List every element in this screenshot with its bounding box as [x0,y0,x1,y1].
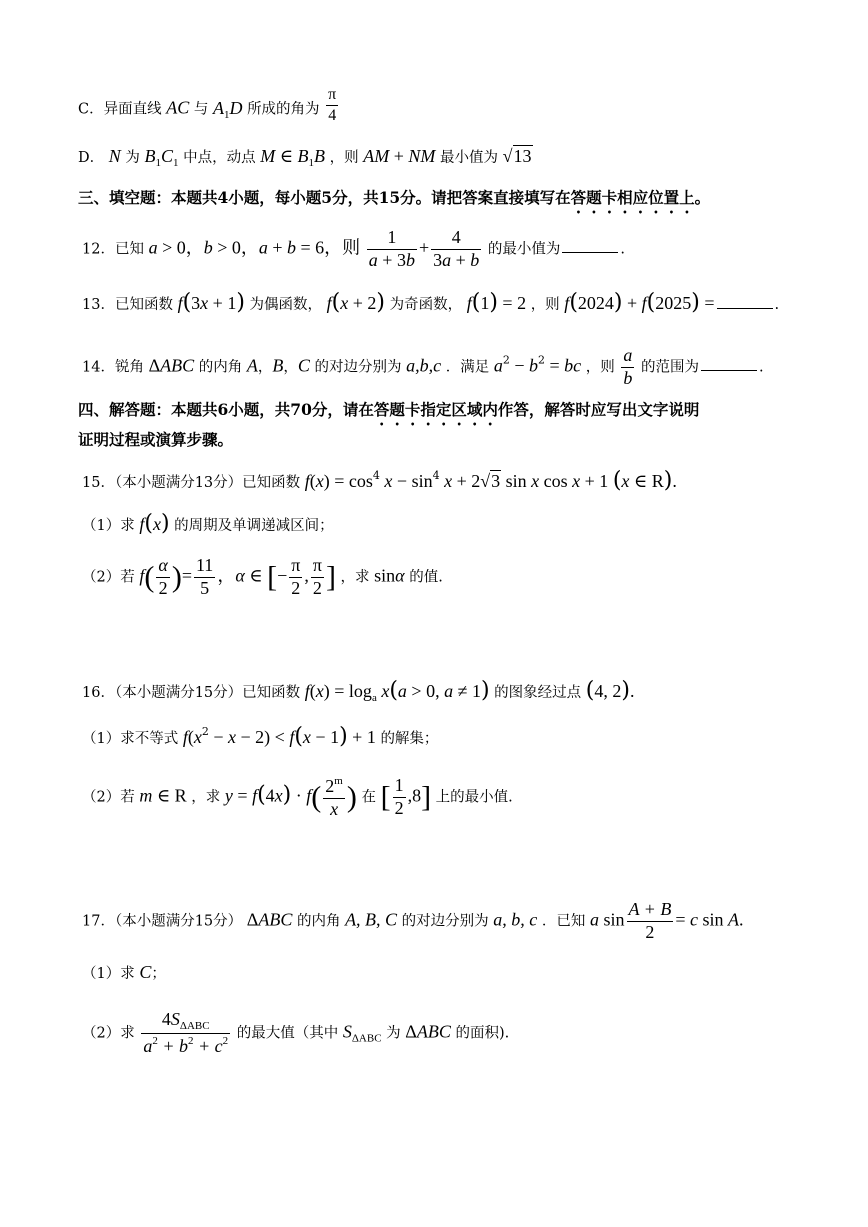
q14-text3: ．满足 [445,359,490,376]
q12-end: . [620,241,625,258]
q14-text5: 的范围为 [640,359,699,376]
section-4-end: 作答，解答时应写出文字说明 [497,400,700,419]
q14-text4: ，则 [585,359,615,376]
question-14: 14．锐角 ΔABC 的内角 A，B，C 的对边分别为 a,b,c ．满足 $a^2 - b^2$ = bc ，则 $\frac{a}{b}$ 的范围为 . [82,345,764,388]
question-16: 16．（本小题满分15分）已知函数 $f(x) = \log_a x(a > 0$, a ≠ 1) 的图象经过点 (4, 2). [82,678,635,704]
fraction-4-over-3ab: $\frac{4}{3a + b}$ [433,227,480,270]
section-4-heading [78,400,699,429]
q13-end: . [774,297,780,313]
q16-head: 16．（本小题满分15分）已知函数 [82,685,301,701]
fraction-2m-over-x: $\frac{2^m}{x}$ [325,775,343,819]
math-sqrt13: √13 [502,146,532,166]
fraction-a-over-b: $\frac{a}{b}$ [623,345,633,388]
option-d-label: D． [78,150,105,166]
q13-number: 13．已知函数 [82,297,173,313]
q17-text1: 的内角 [296,913,341,930]
option-c [78,86,340,124]
q17-p2-end: 的面积). [455,1025,510,1042]
option-c-end: 所成的角为 [247,101,320,118]
section-4-dotted: 答题卡指定区域内 [373,400,498,419]
q13-text2: 为奇函数， [389,297,463,313]
q15-head: 15．（本小题满分13分）已知函数 [82,475,301,491]
answer-blank-14[interactable] [701,358,757,371]
question-15: 15．（本小题满分13分）已知函数 $f(x) = \cos^4 x - \sin^4 x + 2√3$ sin x cos x + 1 (x ∈ R). [82,468,677,493]
math-m-in-b1b: M [260,146,276,166]
math-ac: AC [166,97,190,118]
math-am-nm: AM [363,146,390,166]
option-c-label: C．异面直线 [78,101,162,118]
section-3-end: 。 [694,188,711,207]
q16-part-2: （2）若 m ∈ R ，求 y = f(4x) · f( $\frac{2^m}{x}$ ) 在 [ $\frac{1}{2}$ ,8] 上的最小值. [82,775,513,819]
answer-blank-12[interactable] [562,240,618,253]
section-3-dotted: 答题卡相应位置上 [570,188,695,207]
q16-p1-tail: 的解集； [380,731,439,747]
q15-p2-end: 的值. [409,569,443,586]
fraction-pi-over-2: $\frac{\pi}{2}$ [312,555,322,598]
option-d: D． N 为 $B_1C_1$ 中点，动点 M ∈ $B_1B$ ，则 AM + NM 最小值为 √13 [78,146,532,169]
q14-end: . [758,359,764,376]
q15-p2-tail: ，求 [340,569,370,586]
fraction-area-ratio: $\frac{4S_{\Delta ABC}}{a^2 + b^2 + c^2}$ [143,1009,229,1057]
question-12: 12．已知 a > 0，b > 0，a + b = 6，则 $\frac{1}{a + 3b}$ + $\frac{4}{3a + b}$ 的最小值为 . [82,227,625,270]
option-d-text2: 中点，动点 [183,150,256,166]
q17-p2-mid: 为 [386,1025,401,1042]
q16-head-tail: 的图象经过点 [494,685,582,701]
option-d-text3: ，则 [329,150,359,166]
question-17: 17．（本小题满分15分） ΔABC 的内角 A, B, C 的对边分别为 a, b, c ．已知 a sin $\frac{A + B}{2}$ = c sin A. [82,899,744,942]
q17-text3: ．已知 [541,913,586,930]
q17-p2-label: （2）求 [82,1025,135,1042]
option-c-mid: 与 [193,101,209,118]
q15-p2-label: （2）若 [82,569,135,586]
option-d-text1: 为 [125,150,140,166]
fraction-1-over-2: $\frac{1}{2}$ [394,775,404,818]
fraction-11-over-5: $\frac{11}{5}$ [195,555,214,598]
math-b1c1: $B_1C_1$ [144,146,179,169]
q17-part-1: （1）求 C； [82,962,166,982]
math-a1d: $A_1D$ [212,97,243,121]
math-n: N [108,146,121,166]
q13-text3: ，则 [530,297,560,313]
q15-p1-tail: 的周期及单调递减区间； [174,518,334,534]
q17-text2: 的对边分别为 [401,913,489,930]
q16-p2-text1: ，求 [191,789,221,806]
section-4-heading-line2: 证明过程或演算步骤。 [78,430,234,449]
answer-blank-13[interactable] [717,296,773,309]
q15-part-1: （1）求 f(x) 的周期及单调递减区间； [82,511,334,536]
q17-p1-label: （1）求 [82,966,135,982]
q17-p2-tail: 的最大值（其中 [236,1025,339,1042]
q15-part-2: （2）若 f( $\frac{\alpha}{2}$ )= $\frac{11}{5}$ ，α ∈ [− $\frac{\pi}{2}$ , $\frac{\pi}{2}$ ] ，求 sinα 的值. [82,555,443,598]
q14-text1: 的内角 [198,359,243,376]
fraction-neg-pi-over-2: $\frac{\pi}{2}$ [291,555,301,598]
question-13: 13．已知函数 f(3x + 1) 为偶函数， f(x + 2) 为奇函数， f(1) = 2 ，则 f(2024) + f(2025) = . [82,290,780,315]
section-4-text: 四、解答题：本题共6小题，共70分，请在 [78,400,374,419]
q13-text1: 为偶函数， [249,297,323,313]
q16-p2-text2: 在 [361,789,376,806]
q17-part-2: （2）求 $\frac{4S_{\Delta ABC}}{a^2 + b^2 + c^2}$ 的最大值（其中 $S_{\Delta ABC}$ 为 ΔABC 的面积). [82,1009,510,1057]
option-d-text4: 最小值为 [440,150,499,166]
q12-tail: 的最小值为 [487,241,561,258]
q16-p1-label: （1）求不等式 [82,731,179,747]
fraction-1-over-a3b: $\frac{1}{a + 3b}$ [368,227,415,270]
q16-p2-label: （2）若 [82,789,135,806]
fraction-pi-over-4: $\frac{\pi}{4}$ [328,86,337,124]
q14-number: 14．锐角 [82,359,144,376]
q12-number: 12．已知 [82,241,144,258]
section-3-heading-text: 三、填空题：本题共4小题，每小题5分，共15分。请把答案直接填写在 [78,188,571,207]
q15-p1-label: （1）求 [82,518,135,534]
fraction-alpha-over-2: $\frac{\alpha}{2}$ [158,555,168,598]
q14-text2: 的对边分别为 [314,359,402,376]
fraction-a-plus-b-over-2: $\frac{A + B}{2}$ [628,899,672,942]
q16-part-1: （1）求不等式 $f(x^2 - x - 2) < f(x - 1) + 1$ 的解集； [82,724,439,749]
q17-head: 17．（本小题满分15分） [82,913,243,930]
q16-p2-end: 上的最小值. [435,789,513,806]
section-3-heading [78,188,710,217]
